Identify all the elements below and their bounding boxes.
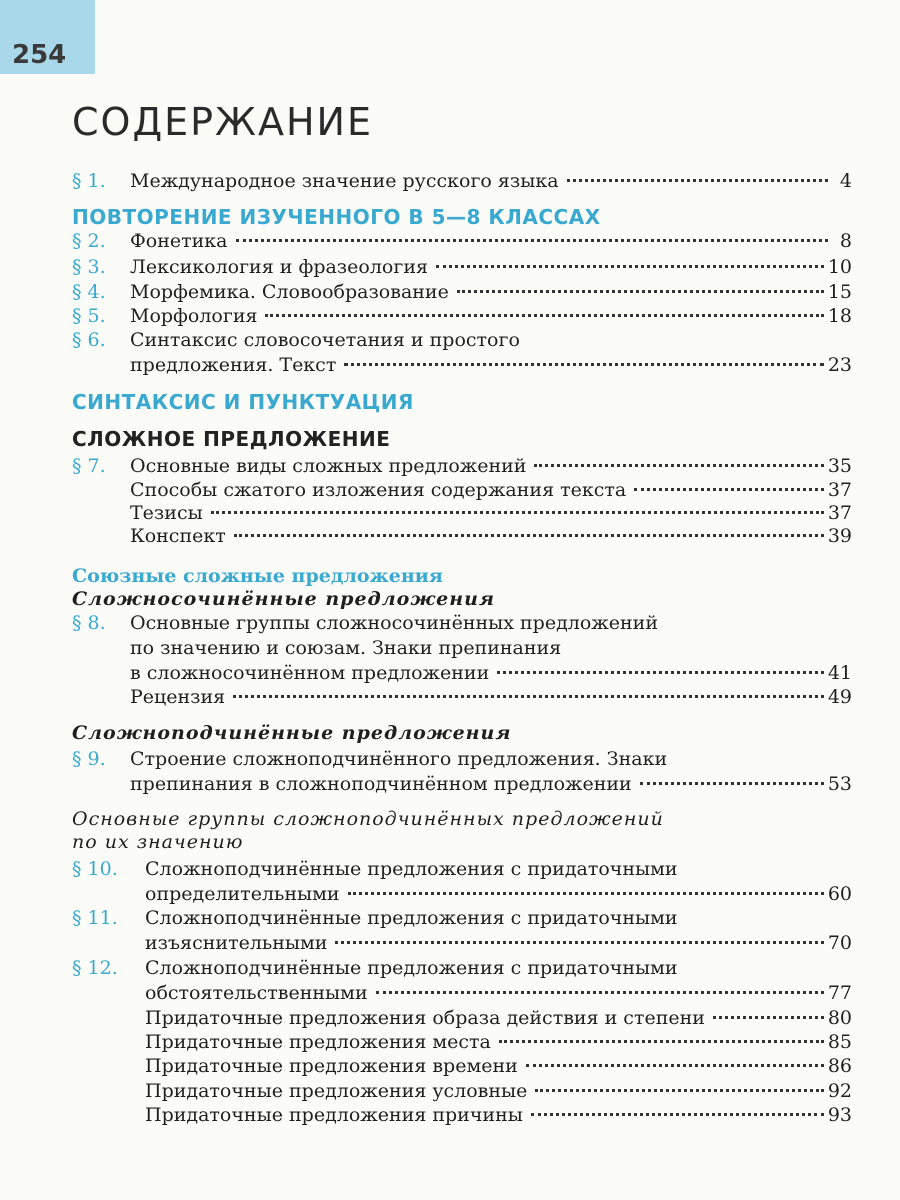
dot-leader (497, 671, 824, 674)
subheading-complex-subordinate: Сложноподчинённые предложения (72, 722, 512, 744)
section-number: § 5. (72, 305, 106, 327)
dot-leader (233, 695, 824, 698)
dot-leader (335, 941, 823, 944)
entry-title: Лексикология и фразеология (130, 256, 428, 278)
page-ref: 92 (827, 1080, 852, 1102)
entry-title: Морфология (130, 305, 258, 327)
subheading-union: Союзные сложные предложения (72, 565, 443, 587)
dot-leader (531, 1113, 824, 1116)
entry-title-line1: Строение сложноподчинённого предложения. Знаки (130, 748, 668, 770)
entry-title: Рецензия (130, 686, 226, 708)
entry-title-line2: препинания в сложноподчинённом предложении (130, 773, 632, 795)
entry-title-line1: Сложноподчинённые предложения с придаточными (145, 957, 678, 979)
section-number: § 8. (72, 612, 106, 634)
dot-leader (436, 265, 824, 268)
entry-title-line1: Сложноподчинённые предложения с придаточными (145, 907, 678, 929)
section-number: § 4. (72, 281, 106, 303)
page-ref: 49 (827, 686, 852, 708)
page-ref: 10 (827, 256, 852, 278)
entry-title-line1: Основные группы сложносочинённых предложений (130, 612, 659, 634)
entry-title-line3: в сложносочинённом предложении (130, 662, 490, 684)
dot-leader (499, 1040, 824, 1043)
dot-leader (457, 290, 824, 293)
dot-leader (344, 363, 823, 366)
page-ref: 15 (827, 281, 852, 303)
contents-title: СОДЕРЖАНИЕ (72, 100, 373, 144)
page-ref: 4 (839, 170, 852, 192)
page-ref: 8 (839, 230, 852, 252)
section-number: § 11. (72, 907, 118, 929)
entry-title: Придаточные предложения причины (145, 1104, 523, 1126)
subheading-groups-line2: по их значению (72, 831, 244, 853)
dot-leader (640, 782, 824, 785)
entry-title: Основные виды сложных предложений (130, 455, 527, 477)
page-ref: 70 (827, 932, 852, 954)
section-number: § 2. (72, 230, 106, 252)
entry-title-line2: предложения. Текст (130, 354, 337, 376)
entry-title: Придаточные предложения условные (145, 1080, 528, 1102)
dot-leader (234, 534, 824, 537)
section-heading-review: ПОВТОРЕНИЕ ИЗУЧЕННОГО В 5—8 КЛАССАХ (72, 205, 601, 229)
entry-title: Морфемика. Словообразование (130, 281, 449, 303)
entry-title: Конспект (130, 525, 226, 547)
entry-title: Тезисы (130, 502, 203, 524)
page-ref: 53 (827, 773, 852, 795)
entry-title-line1: Синтаксис словосочетания и простого (130, 329, 520, 351)
section-number: § 12. (72, 957, 118, 979)
page-ref: 86 (827, 1055, 852, 1077)
dot-leader (534, 464, 823, 467)
dot-leader (265, 314, 823, 317)
page-ref: 80 (827, 1007, 852, 1029)
entry-title: Придаточные предложения места (145, 1031, 491, 1053)
section-heading-syntax: СИНТАКСИС И ПУНКТУАЦИЯ (72, 390, 414, 414)
page-ref: 77 (827, 982, 852, 1004)
dot-leader (526, 1064, 824, 1067)
dot-leader (211, 511, 824, 514)
dot-leader (376, 991, 824, 994)
entry-title: Способы сжатого изложения содержания текста (130, 479, 627, 501)
page-ref: 39 (827, 525, 852, 547)
page-number: 254 (0, 0, 95, 74)
dot-leader (567, 179, 828, 182)
section-number: § 7. (72, 455, 106, 477)
entry-title-line2: по значению и союзам. Знаки препинания (130, 637, 562, 659)
entry-title: Придаточные предложения образа действия и степени (145, 1007, 705, 1029)
page-ref: 93 (827, 1104, 852, 1126)
section-number: § 1. (72, 170, 106, 192)
entry-title-line2: изъяснительными (145, 932, 328, 954)
entry-title-line2: определительными (145, 883, 340, 905)
page-ref: 18 (827, 305, 852, 327)
page-ref: 37 (827, 479, 852, 501)
entry-title-line1: Сложноподчинённые предложения с придаточными (145, 858, 678, 880)
page-ref: 37 (827, 502, 852, 524)
page-ref: 23 (827, 354, 852, 376)
section-number: § 3. (72, 256, 106, 278)
subheading-groups-line1: Основные группы сложноподчинённых предложений (72, 808, 664, 830)
dot-leader (348, 892, 824, 895)
page-ref: 41 (827, 662, 852, 684)
dot-leader (236, 239, 829, 242)
dot-leader (634, 488, 824, 491)
section-heading-complex: СЛОЖНОЕ ПРЕДЛОЖЕНИЕ (72, 427, 391, 451)
section-number: § 6. (72, 329, 106, 351)
page-ref: 35 (827, 455, 852, 477)
entry-title: Фонетика (130, 230, 228, 252)
page-ref: 85 (827, 1031, 852, 1053)
page-ref: 60 (827, 883, 852, 905)
entry-title-line2: обстоятельственными (145, 982, 368, 1004)
subheading-compound: Сложносочинённые предложения (72, 588, 496, 610)
entry-title: Придаточные предложения времени (145, 1055, 518, 1077)
section-number: § 10. (72, 858, 118, 880)
dot-leader (713, 1016, 824, 1019)
dot-leader (535, 1089, 823, 1092)
section-number: § 9. (72, 748, 106, 770)
entry-title: Международное значение русского языка (130, 170, 559, 192)
